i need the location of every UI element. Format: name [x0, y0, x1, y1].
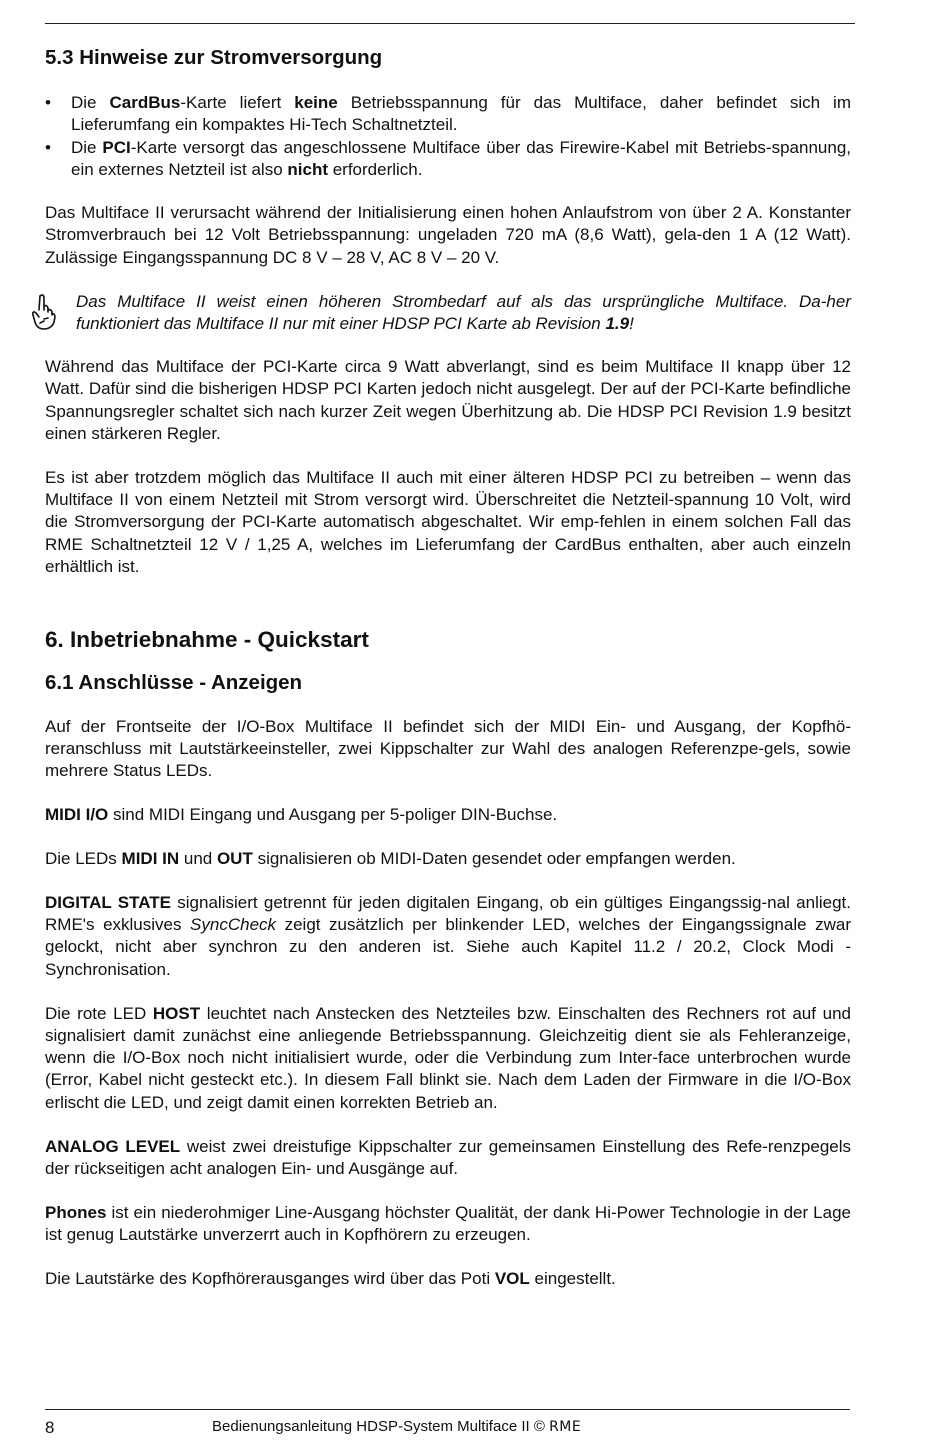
emphasis-cardbus: CardBus [109, 93, 181, 112]
paragraph-current-draw: Das Multiface II verursacht während der Initialisierung einen hohen Anlaufstrom von über 2 A. Konstanter Stromverbrauch bei 12 Volt Betriebsspannung: ungeladen 720 mA (8,6 Watt), gela-den 1 A (12 Watt). Zulässige Eingangsspannung DC 8 V – 28 V, AC 8 V – 20 V. [45, 203, 851, 267]
text: erforderlich. [328, 159, 423, 179]
footer-title [212, 1418, 581, 1435]
paragraph-midi-io [45, 804, 851, 826]
copyright-icon: © [533, 1418, 545, 1435]
bullet-pci [45, 137, 851, 182]
term-midi-io: MIDI I/O [45, 805, 109, 825]
term-phones: Phones [45, 1202, 107, 1222]
text: Die rote LED [45, 1003, 153, 1023]
note-text [76, 291, 851, 336]
paragraph-analog-level [45, 1136, 851, 1181]
text: und [179, 849, 217, 869]
paragraph-phones [45, 1202, 851, 1247]
text: -Karte liefert [180, 93, 295, 112]
pointing-hand-icon [28, 293, 58, 331]
paragraph-vol [45, 1268, 851, 1290]
power-bullet-list [45, 92, 851, 181]
note-body: Das Multiface II weist einen höheren Strombedarf auf als das ursprüngliche Multiface. Da-her funktioniert das Multiface II nur mit einer HDSP PCI Karte ab Revision [76, 291, 851, 333]
bullet-cardbus [45, 92, 851, 137]
term-synccheck: SyncCheck [190, 915, 277, 935]
page-number: 8 [45, 1418, 55, 1437]
footer-manual-title: Bedienungsanleitung HDSP-System Multiface II [212, 1418, 530, 1435]
header-rule [45, 23, 855, 24]
text: ist ein niederohmiger Line-Ausgang höchster Qualität, der dank Hi-Power Technologie in der Lage ist genug Lautstärke unverzerrt auch in Kopfhörern zu erzeugen. [45, 1202, 851, 1244]
text: Betriebsspannung für das Multiface, daher befindet sich im Lieferumfang ein kompaktes Hi-Tech Schaltnetzteil. [71, 93, 851, 135]
emphasis-nicht: nicht [287, 159, 328, 179]
section-6-heading: 6. Inbetriebnahme - Quickstart [45, 626, 369, 652]
text: Die LEDs [45, 849, 122, 869]
section-5-3-heading: 5.3 Hinweise zur Stromversorgung [45, 46, 383, 69]
term-vol: VOL [494, 1268, 530, 1288]
term-digital-state: DIGITAL STATE [45, 892, 171, 912]
term-host: HOST [152, 1003, 201, 1023]
paragraph-watt: Während das Multiface der PCI-Karte circa 9 Watt abverlangt, sind es beim Multiface II knapp über 12 Watt. Dafür sind die bisherigen HDSP PCI Karten jedoch nicht ausgelegt. Der auf der PCI-Karte befindliche Spannungsregler schaltet sich nach kurzer Zeit wegen Überhitzung ab. Die HDSP PCI Revision 1.9 besitzt einen stärkeren Regler. [45, 357, 851, 444]
section-6-1-heading: 6.1 Anschlüsse - Anzeigen [45, 670, 303, 694]
text: -Karte versorgt das angeschlossene Multiface über das Firewire-Kabel mit Betriebs-spannung, ein externes Netzteil ist also [71, 137, 851, 179]
term-midi-in: MIDI IN [121, 849, 180, 869]
paragraph-digital-state [45, 892, 851, 981]
text: Die [71, 137, 103, 157]
emphasis-keine: keine [294, 93, 338, 112]
term-out: OUT [216, 849, 253, 869]
text: eingestellt. [529, 1268, 616, 1288]
section-spacer [45, 600, 851, 626]
text: Die Lautstärke des Kopfhörerausganges wird über das Poti [45, 1268, 495, 1288]
footer-rule [45, 1409, 850, 1410]
page-content [45, 44, 851, 1311]
paragraph-intro: Auf der Frontseite der I/O-Box Multiface II befindet sich der MIDI Ein- und Ausgang, der Kopfhö-reranschluss mit Lautstärkeeinsteller, zwei Kippschalter zur Wahl des analogen Referenzpe-gels, sowie mehrere Status LEDs. [45, 716, 851, 781]
text: weist zwei dreistufige Kippschalter zur gemeinsamen Einstellung des Refe-renzpegels der rückseitigen acht analogen Ein- und Ausgänge auf. [45, 1136, 851, 1178]
paragraph-leds [45, 848, 851, 870]
note-end: ! [629, 313, 634, 333]
term-analog-level: ANALOG LEVEL [45, 1136, 181, 1156]
emphasis-pci: PCI [102, 137, 131, 157]
bullet-icon: • [45, 93, 51, 112]
text: signalisiert getrennt für jeden digitalen Eingang, ob ein gültiges Eingangssig-nal anliegt. RME's exklusives [45, 892, 851, 935]
paragraph-older-pci: Es ist aber trotzdem möglich das Multiface II auch mit einer älteren HDSP PCI zu betreiben – wenn das Multiface II von einem Netzteil mit Strom versorgt wird. Überschreitet die Netzteil-spannung 10 Volt, wird die Stromversorgung der PCI-Karte automatisch abgeschaltet. Wir emp-fehlen in einem solchen Fall das RME Schaltnetzteil 12 V / 1,25 A, welches im Lieferumfang der CardBus enthalten, aber auch einzeln erhältlich ist. [45, 467, 851, 577]
text: signalisieren ob MIDI-Daten gesendet oder empfangen werden. [252, 849, 736, 869]
paragraph-host [45, 1003, 851, 1114]
text: zeigt zusätzlich per blinkender LED, welches der Eingangssignale zwar gelockt, nicht aber synchron zu den anderen ist. Siehe auch Kapitel 11.2 / 20.2, Clock Modi - Synchronisation. [45, 915, 851, 979]
text: leuchtet nach Anstecken des Netzteiles bzw. Einschalten des Rechners rot auf und signalisiert damit zunächst eine anliegende Betriebsspannung. Gleichzeitig dient sie als Fehleranzeige, wenn die I/O-Box noch nicht initialisiert wurde, oder die Verbindung zum Inter-face unterbrochen wurde (Error, Kabel nicht gesteckt etc.). In diesem Fall blinkt sie. Nach dem Laden der Firmware in die I/O-Box erlischt die LED, und zeigt damit einen korrekten Betrieb an. [45, 1003, 851, 1112]
text: sind MIDI Eingang und Ausgang per 5-poliger DIN-Buchse. [108, 805, 558, 825]
note-block [45, 291, 851, 336]
bullet-icon: • [45, 137, 51, 157]
note-revision: 1.9 [605, 313, 630, 333]
footer-brand: RME [549, 1419, 582, 1435]
text: Die [71, 93, 110, 112]
